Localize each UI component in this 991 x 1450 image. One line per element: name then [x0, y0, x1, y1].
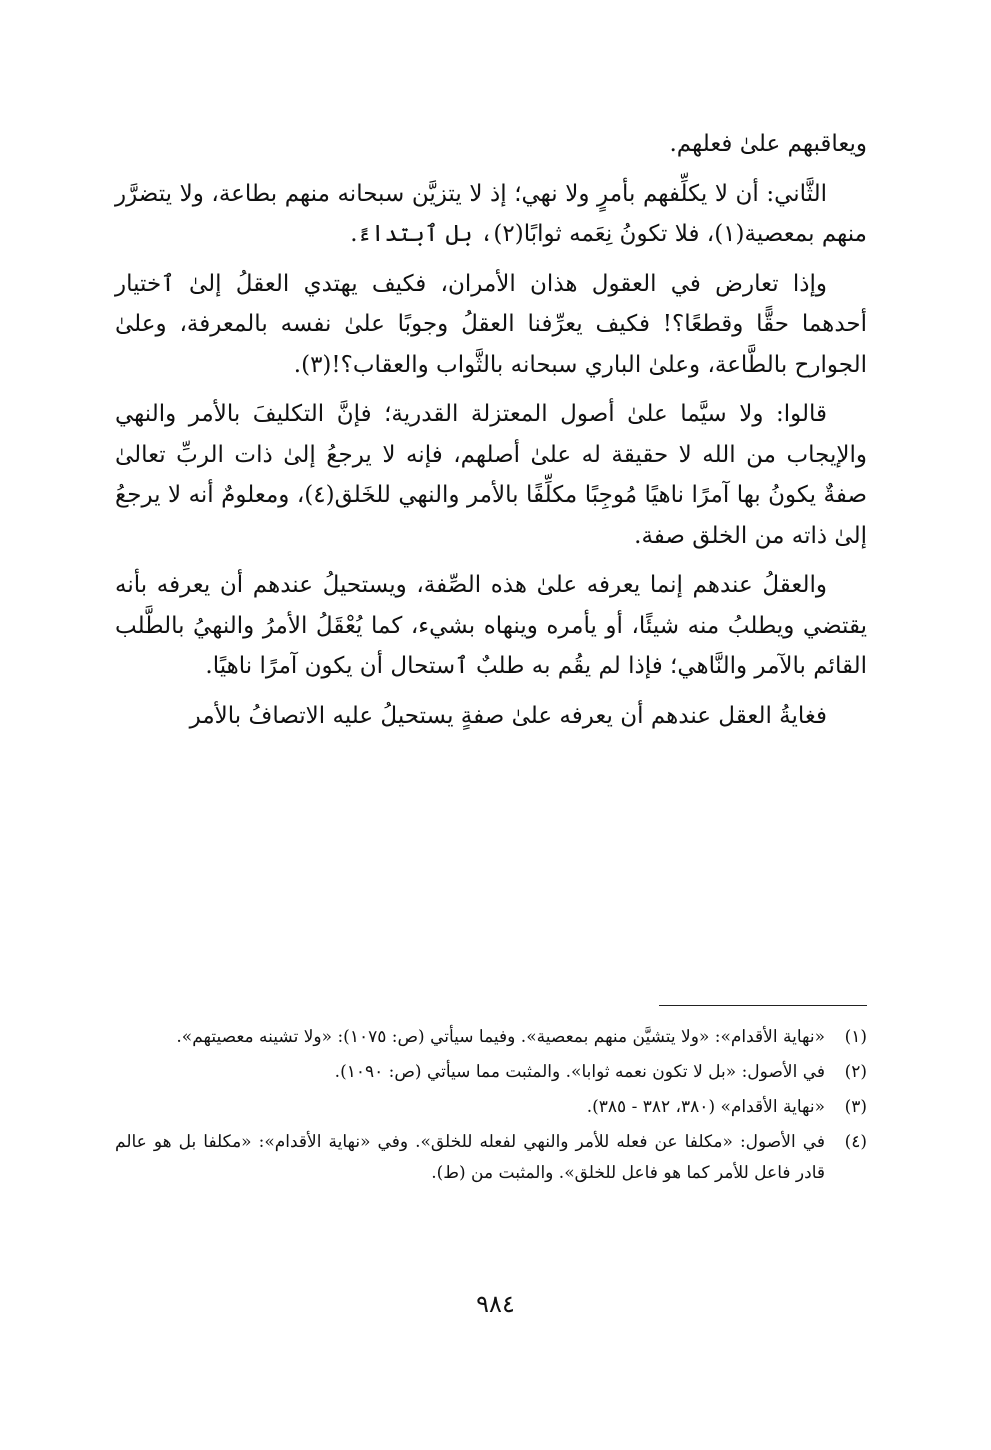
footnote-number: (٤) — [844, 1132, 867, 1152]
paragraph: قالوا: ولا سيَّما علىٰ أصول المعتزلة القدرية؛ فإنَّ التكليفَ بالأمر والنهي والإيجاب من الله لا حقيقة له علىٰ أصلهم، فإنه لا يرجعُ إلىٰ ذات الربِّ تعالىٰ صفةٌ يكونُ بها آمرًا ناهيًا مُوجِبًا مكلِّفًا بالأمر والنهي للخَلق(٤)، ومعلومٌ أنه لا يرجعُ إلىٰ ذاته من الخلق صفة. — [115, 401, 867, 549]
page-number: ٩٨٤ — [476, 1290, 515, 1318]
paragraph: والعقلُ عندهم إنما يعرفه علىٰ هذه الصِّفة، ويستحيلُ عندهم أن يعرفه بأنه يقتضي ويطلبُ منه شيئًا، أو يأمره وينهاه بشيء، كما يُعْقَلُ الأمرُ والنهيُ بالطَّلب القائم بالآمر والنَّاهي؛ فإذا لم يقُم به طلبٌ ٱستحال أن يكون آمرًا ناهيًا. — [115, 572, 867, 679]
footnote — [115, 1092, 867, 1123]
footnotes — [115, 1022, 867, 1193]
footnote-number: (٣) — [844, 1097, 867, 1117]
main-text — [115, 124, 867, 745]
paragraph: فغايةُ العقل عندهم أن يعرفه علىٰ صفةٍ يستحيلُ عليه الاتصافُ بالأمر — [189, 702, 827, 729]
footnote-text: «نهاية الأقدام» (٣٨٠، ٣٨٢ - ٣٨٥). — [586, 1097, 825, 1117]
footnote-number: (١) — [844, 1027, 867, 1047]
footnote-number: (٢) — [844, 1062, 867, 1082]
footnote-text: في الأصول: «مكلفا عن فعله للأمر والنهي لفعله للخلق». وفي «نهاية الأقدام»: «مكلفا بل هو عالم قادر فاعل للأمر كما هو فاعل للخلق». والمثبت من (ط). — [115, 1132, 825, 1183]
paragraph: وإذا تعارض في العقول هذان الأمران، فكيف يهتدي العقلُ إلىٰ ٱختيار أحدهما حقًّا وقطعًا؟! فكيف يعرِّفنا العقلُ وجوبًا علىٰ نفسه بالمعرفة، وعلىٰ الجوارح بالطَّاعة، وعلىٰ الباري سبحانه بالثَّواب والعقاب؟!(٣). — [115, 270, 867, 378]
footnote — [115, 1057, 867, 1088]
footnote — [115, 1127, 867, 1189]
footnote — [115, 1022, 867, 1053]
paragraph-continuation: ويعاقبهم علىٰ فعلهم. — [669, 131, 867, 157]
footnote-divider — [659, 1005, 867, 1006]
footnote-text: في الأصول: «بل لا تكون نعمه ثوابا». والمثبت مما سيأتي (ص: ١٠٩٠). — [334, 1062, 825, 1082]
footnote-text: «نهاية الأقدام»: «ولا يتشيَّن منهم بمعصية». وفيما سيأتي (ص: ١٠٧٥): «ولا تشينه معصيتهم». — [176, 1027, 825, 1047]
paragraph: الثَّاني: أن لا يكلِّفهم بأمرٍ ولا نهي؛ إذ لا يتزيَّن سبحانه منهم بطاعة، ولا يتضرَّر منهم بمعصية(١)، فلا تكونُ نِعَمه ثوابًا(٢)، بل ٱبتداءً. — [115, 180, 867, 247]
